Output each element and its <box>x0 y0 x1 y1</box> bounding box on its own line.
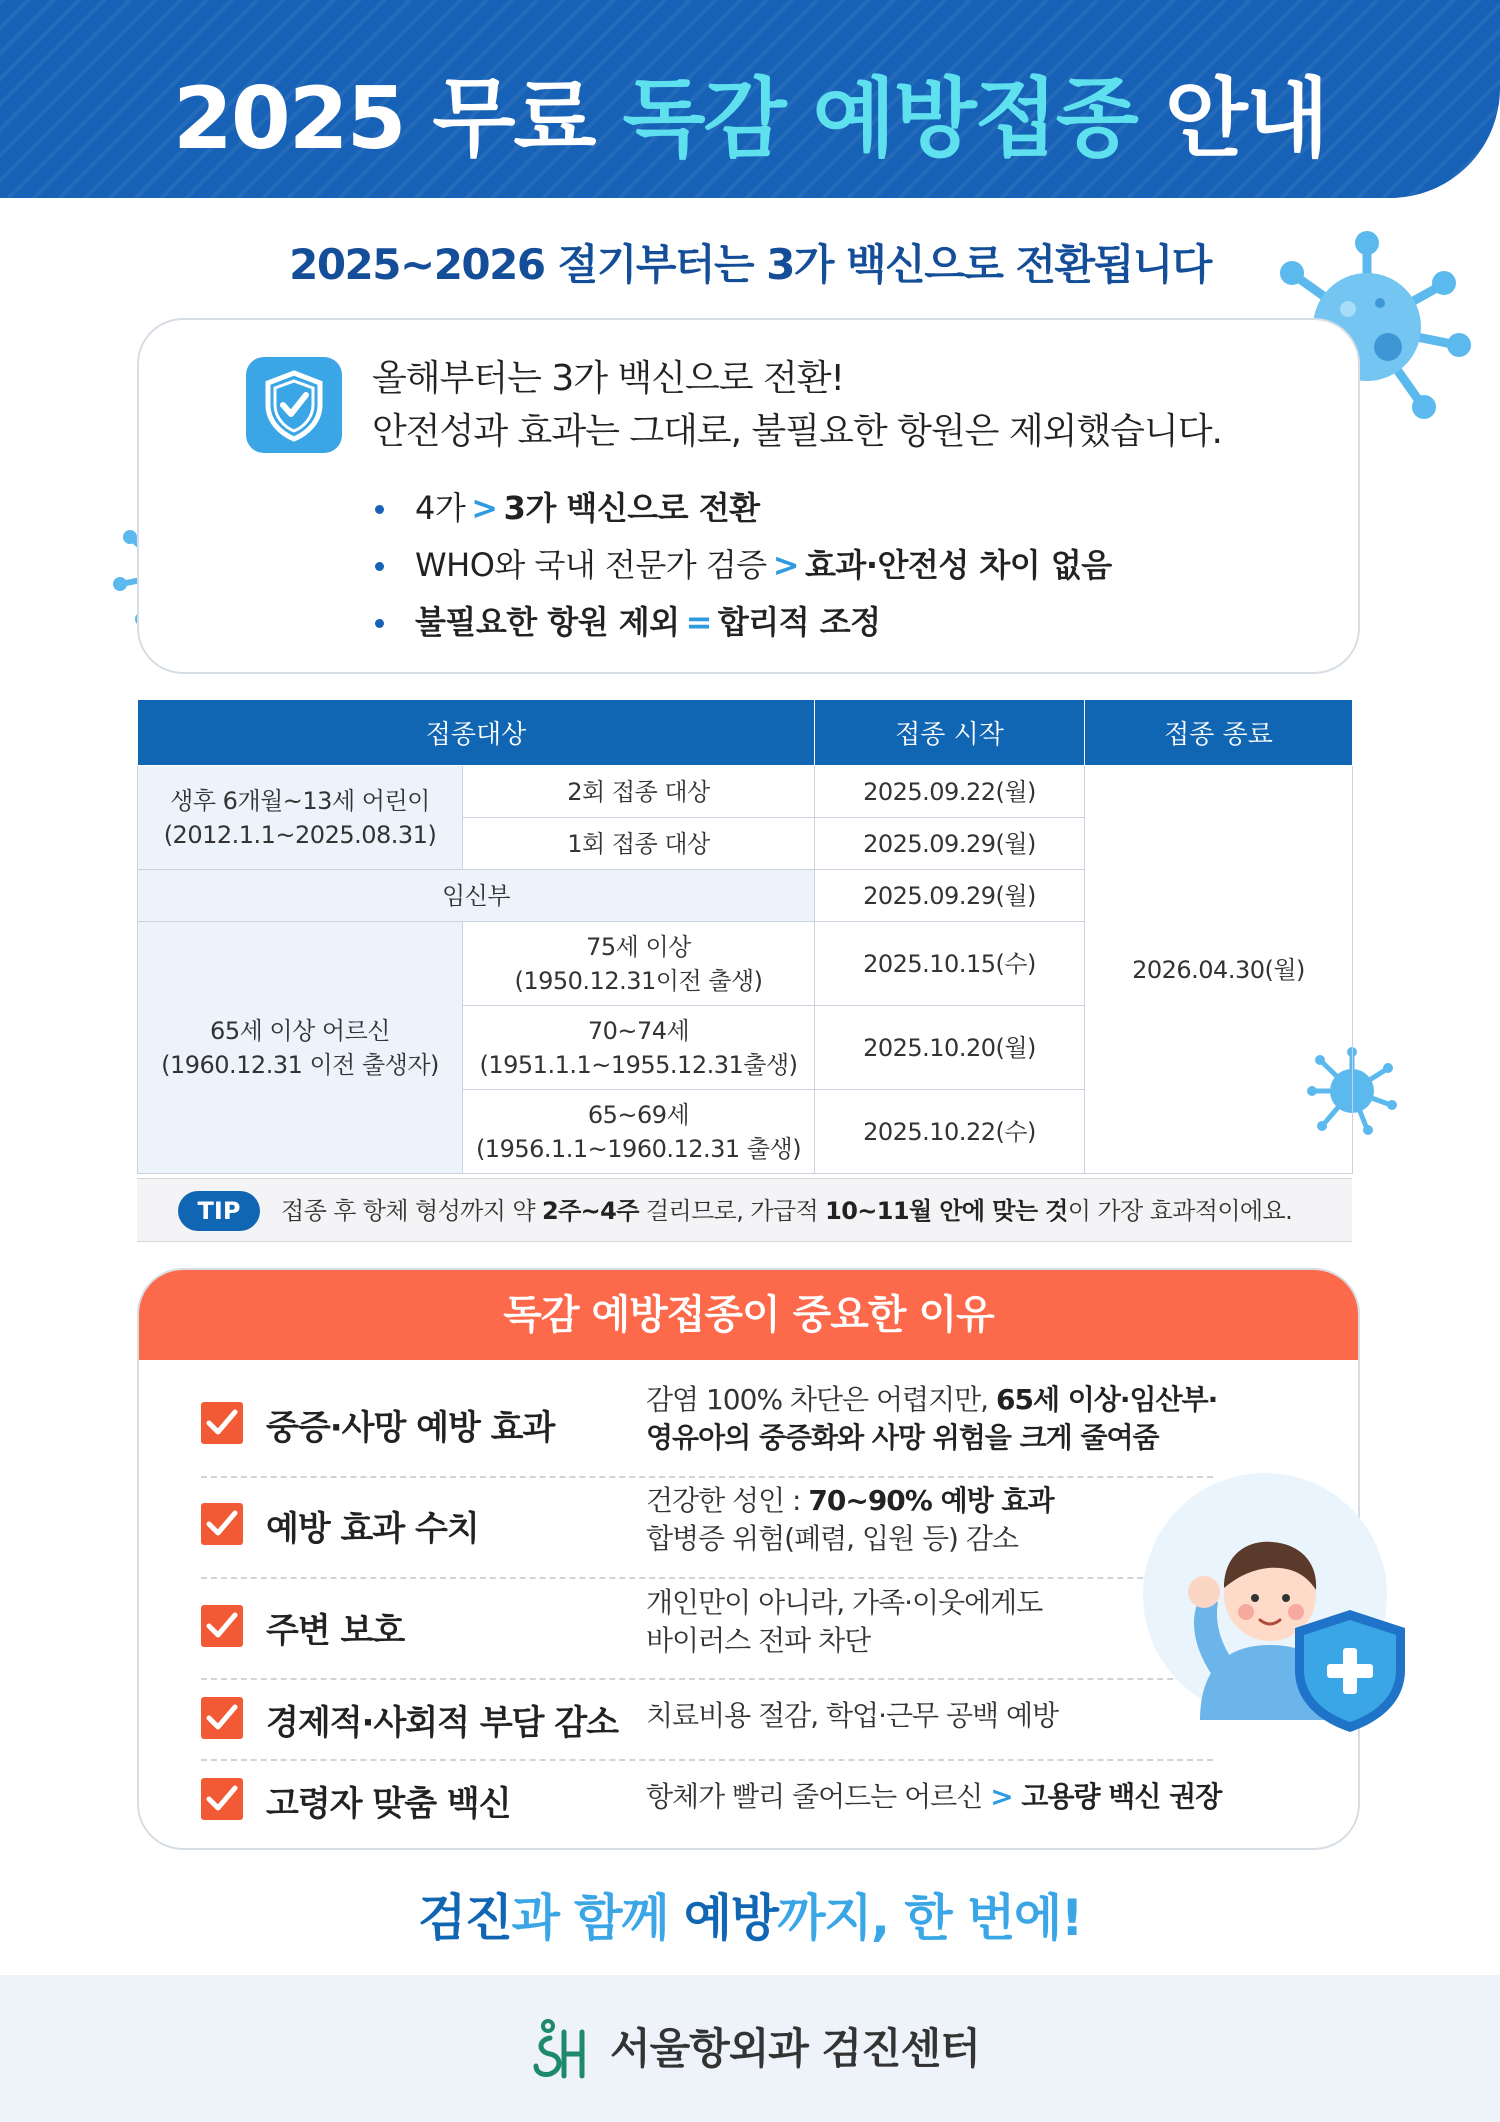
vaccine-change-info <box>137 318 1360 674</box>
list-item: 4가 > 3가 백신으로 전환 <box>375 480 1112 537</box>
slogan: 검진과 함께 예방까지, 한 번에! <box>417 1889 1083 1947</box>
check-icon <box>201 1697 243 1739</box>
kid-with-shield-illustration <box>1140 1470 1420 1740</box>
reasons-heading: 독감 예방접종이 중요한 이유 <box>139 1270 1358 1360</box>
subtitle: 2025~2026 절기부터는 3가 백신으로 전환됩니다 <box>289 240 1211 289</box>
table-row: 70~74세 (1951.1.1~1955.12.31출생) 2025.10.20(월) <box>138 1006 1353 1090</box>
shield-check-icon <box>246 357 342 453</box>
table-row: 임신부 2025.09.29(월) <box>138 870 1353 922</box>
table-row: 1회 접종 대상 2025.09.29(월) <box>138 818 1353 870</box>
logo-icon <box>530 2018 594 2082</box>
seniors-group: 65세 이상 어르신 (1960.12.31 이전 출생자) <box>138 922 463 1174</box>
table-row: 65세 이상 어르신 (1960.12.31 이전 출생자) 75세 이상 (1950.12.31이전 출생) 2025.10.15(수) <box>138 922 1353 1006</box>
header-end: 접종 종료 <box>1085 700 1353 766</box>
footer <box>0 1975 1500 2122</box>
info-line1: 올해부터는 3가 백신으로 전환! <box>372 358 844 399</box>
title-highlight: 독감 예방접종 <box>622 69 1137 169</box>
title-part1: 2025 무료 <box>173 69 623 169</box>
check-icon <box>201 1778 243 1820</box>
check-icon <box>201 1503 243 1545</box>
check-icon <box>201 1605 243 1647</box>
end-date-cell: 2026.04.30(월) <box>1085 766 1353 1174</box>
children-group: 생후 6개월~13세 어린이 (2012.1.1~2025.08.31) <box>138 766 463 870</box>
table-row: 65~69세 (1956.1.1~1960.12.31 출생) 2025.10.22(수) <box>138 1090 1353 1174</box>
info-heading <box>372 352 1222 458</box>
list-item: WHO와 국내 전문가 검증 > 효과·안전성 차이 없음 <box>375 537 1112 594</box>
page-title <box>0 69 1500 169</box>
divider <box>201 1476 1213 1478</box>
title-part2: 안내 <box>1136 69 1327 169</box>
center-name: 서울항외과 검진센터 <box>610 2024 980 2073</box>
divider <box>201 1577 1213 1579</box>
info-bullets <box>375 480 1112 651</box>
header-start: 접종 시작 <box>815 700 1085 766</box>
tip-text: 접종 후 항체 형성까지 약 2주~4주 걸리므로, 가급적 10~11월 안에 맞는 것이 가장 효과적이에요. <box>281 1197 1293 1225</box>
vaccination-schedule-table <box>137 699 1353 1174</box>
tip-bar <box>137 1178 1352 1242</box>
list-item: 불필요한 항원 제외 = 합리적 조정 <box>375 594 1112 651</box>
divider <box>201 1678 1213 1680</box>
table-row: 생후 6개월~13세 어린이 (2012.1.1~2025.08.31) 2회 접종 대상 2025.09.22(월) 2026.04.30(월) <box>138 766 1353 818</box>
header-banner <box>0 0 1500 198</box>
info-line2: 안전성과 효과는 그대로, 불필요한 항원은 제외했습니다. <box>372 411 1222 452</box>
tip-badge: TIP <box>178 1191 260 1231</box>
header-target: 접종대상 <box>138 700 815 766</box>
reasons-panel: 독감 예방접종이 중요한 이유 중증·사망 예방 효과 감염 100% 차단은 어렵지만, 65세 이상·임산부· 영유아의 중증화와 사망 위험을 크게 줄여줌 예방 효과 수치 건강한 성인 : 70~90% 예방 효과 합병증 위험(폐렴, 입원 등) 감소 주변 보호 개인만이 아니라, 가족·이웃에게도 바이러스 전파 차단 경제적·사회적 부담 감소 치료비용 절감, 학업·근무 공백 예방 고령자 맞춤 백신 항체가 빨리 줄어드는 어르신 > 고용량 백신 권장 <box>137 1268 1360 1850</box>
check-icon <box>201 1402 243 1444</box>
table-header-row <box>138 700 1353 766</box>
divider <box>201 1759 1213 1761</box>
